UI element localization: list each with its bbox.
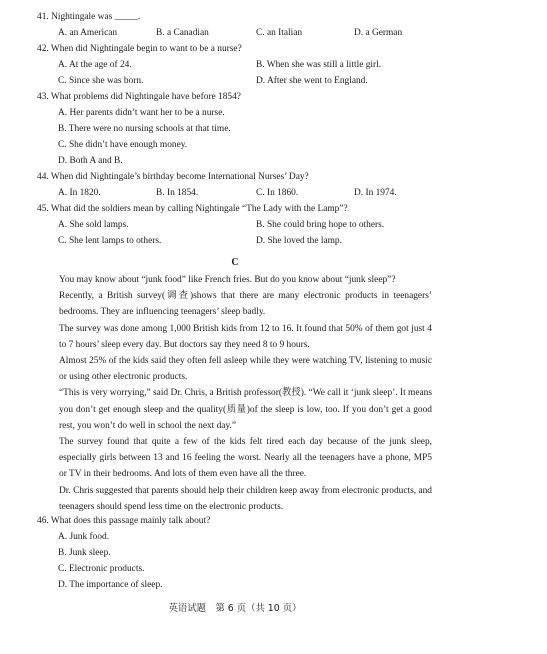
q44-option-b: B. In 1854. — [156, 188, 199, 198]
q41-option-d: D. a German — [354, 28, 403, 38]
q43-option-a: A. Her parents didn’t want her to be a nurse. — [58, 108, 225, 118]
q42-option-b: B. When she was still a little girl. — [256, 60, 382, 70]
section-title: C — [231, 257, 239, 268]
q45-option-c: C. She lent lamps to others. — [58, 236, 162, 246]
passage-paragraph: Recently, a British survey(调查)shows that there are many electronic products in teenagers’ bedrooms. They are influencing teenagers’ sleep badly. — [59, 291, 432, 318]
q41-option-a: A. an American — [58, 28, 118, 38]
q45-option-d: D. She loved the lamp. — [256, 236, 342, 246]
q42-option-a: A. At the age of 24. — [58, 60, 132, 70]
page-footer: 英语试题 第 6 页（共 10 页） — [168, 603, 302, 614]
q44-option-c: C. In 1860. — [256, 188, 299, 198]
q43-option-d: D. Both A and B. — [58, 156, 123, 166]
passage-paragraph: Almost 25% of the kids said they often fell asleep while they were watching TV, listening to music or using other electronic products. — [59, 356, 432, 383]
passage-paragraph: The survey found that quite a few of the kids felt tired each day because of the junk sleep, especially girls between 13 and 16 feeling the worst. Nearly all the teenagers have a phone, MP5 or TV in their bedrooms. And lots of them even have all the three. — [59, 437, 432, 480]
q41-option-b: B. a Canadian — [156, 28, 209, 38]
passage-paragraph: “This is very worrying,” said Dr. Chris, a British professor(教授). “We call it ‘junk sleep’. It means you don’t get enough sleep and the quality(质量)of the sleep is low, too. If you don’t get a good rest, you won’t do well in school the next day.” — [59, 388, 432, 431]
passage-paragraph: You may know about “junk food” like French fries. But do you know about “junk sleep”? — [59, 275, 396, 285]
q41-option-c: C. an Italian — [256, 28, 303, 38]
q44-option-d: D. In 1974. — [354, 188, 397, 198]
q43-option-b: B. There were no nursing schools at that time. — [58, 124, 231, 134]
question-43-stem: 43. What problems did Nightingale have before 1854? — [37, 92, 241, 102]
q42-option-d: D. After she went to England. — [256, 76, 368, 86]
question-44-stem: 44. When did Nightingale’s birthday become International Nurses’ Day? — [37, 172, 309, 182]
q45-option-a: A. She sold lamps. — [58, 220, 129, 230]
passage-paragraph: The survey was done among 1,000 British kids from 12 to 16. It found that 50% of them got just 4 to 7 hours’ sleep every day. But doctors say they need 8 to 9 hours. — [59, 323, 432, 350]
q45-option-b: B. She could bring hope to others. — [256, 220, 385, 230]
q42-option-c: C. Since she was born. — [58, 76, 144, 86]
q46-option-a: A. Junk food. — [58, 532, 110, 542]
q43-option-c: C. She didn’t have enough money. — [58, 140, 188, 150]
question-45-stem: 45. What did the soldiers mean by calling Nightingale “The Lady with the Lamp”? — [37, 204, 348, 214]
question-42-stem: 42. When did Nightingale begin to want to be a nurse? — [37, 44, 242, 54]
passage-paragraph: Dr. Chris suggested that parents should help their children keep away from electronic products, and teenagers should spend less time on the electronic products. — [59, 485, 432, 512]
q46-option-b: B. Junk sleep. — [58, 548, 111, 558]
question-46-stem: 46. What does this passage mainly talk about? — [37, 516, 211, 526]
q46-option-c: C. Electronic products. — [58, 564, 145, 574]
passage — [37, 272, 432, 515]
question-41-stem: 41. Nightingale was _____. — [37, 12, 141, 22]
q46-option-d: D. The importance of sleep. — [58, 580, 163, 590]
q44-option-a: A. In 1820. — [58, 188, 101, 198]
